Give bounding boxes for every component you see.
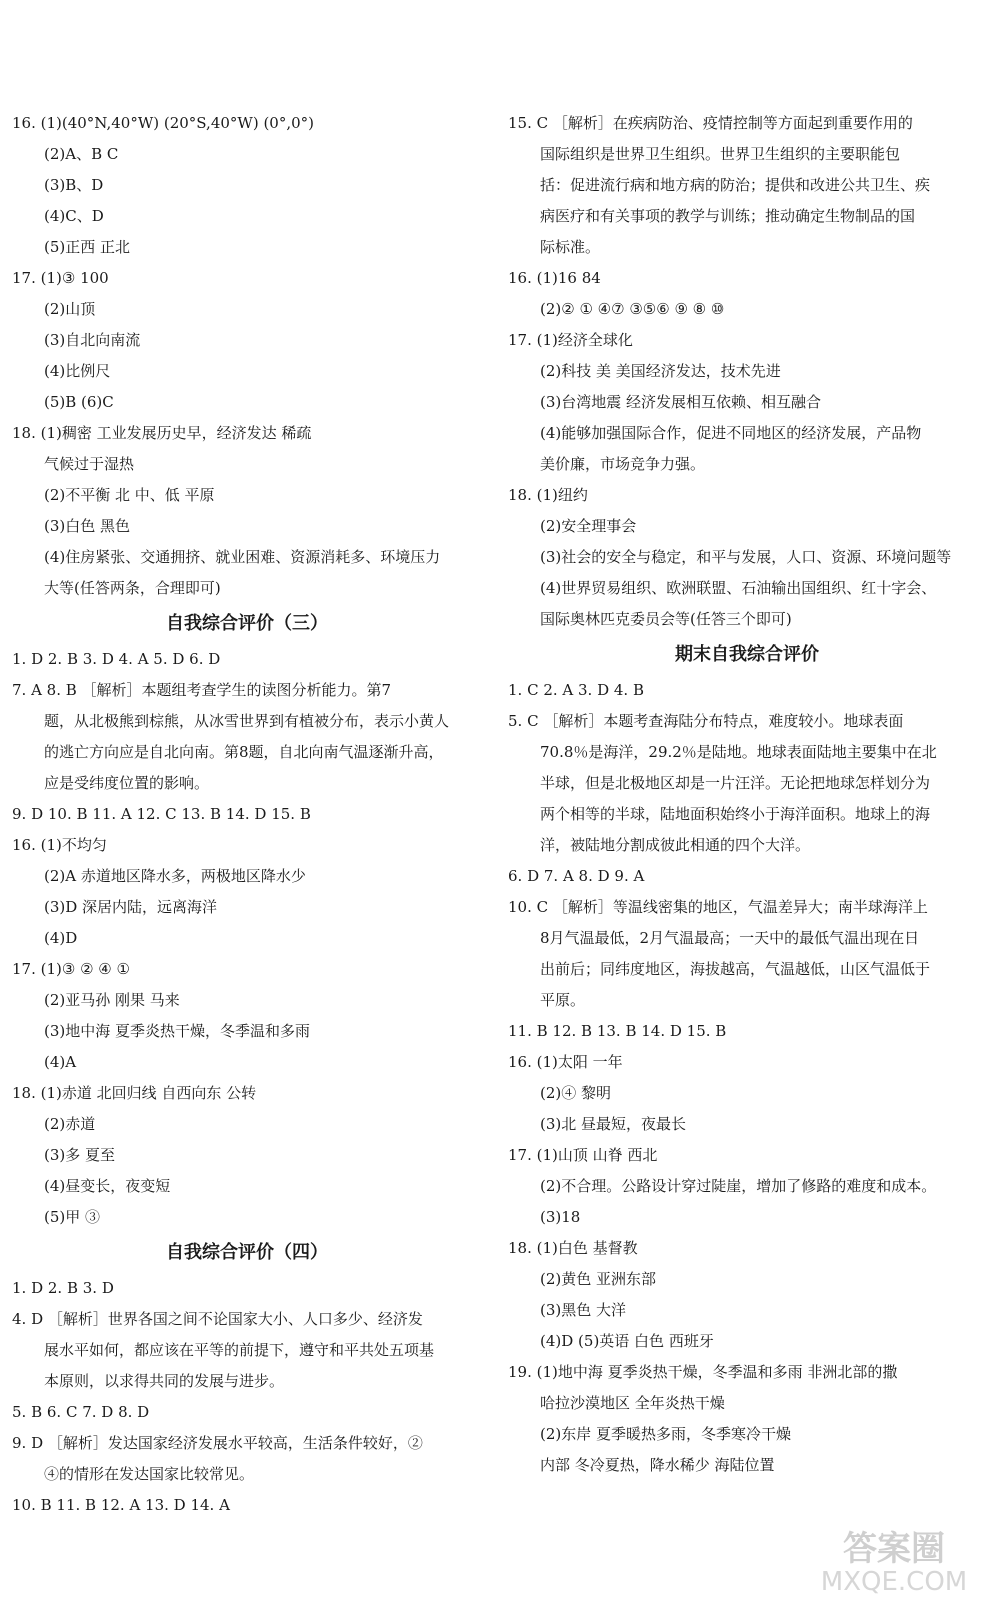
answer-line: (4)D (5)英语 白色 西班牙 — [540, 1332, 714, 1350]
answer-line: 哈拉沙漠地区 全年炎热干燥 — [540, 1394, 725, 1412]
right-answer-column — [508, 108, 986, 1481]
answer-line: (5)B (6)C — [44, 393, 114, 411]
answer-line: 5. C ［解析］本题考查海陆分布特点，难度较小。地球表面 — [508, 712, 904, 730]
answer-line: 18. (1)稠密 工业发展历史早，经济发达 稀疏 — [12, 424, 312, 442]
answer-line: 5. B 6. C 7. D 8. D — [12, 1403, 150, 1421]
answer-line: 10. C ［解析］等温线密集的地区，气温差异大；南半球海洋上 — [508, 898, 928, 916]
answer-line: (4)A — [44, 1053, 77, 1071]
answer-line: 9. D 10. B 11. A 12. C 13. B 14. D 15. B — [12, 805, 311, 823]
answer-line: 括：促进流行病和地方病的防治；提供和改进公共卫生、疾 — [540, 176, 931, 194]
answer-line: 1. D 2. B 3. D — [12, 1279, 114, 1297]
answer-line: (5)正西 正北 — [44, 238, 131, 256]
answer-line: 国际组织是世界卫生组织。世界卫生组织的主要职能包 — [540, 145, 901, 163]
watermark-url: MXQE.COM — [820, 1567, 968, 1596]
answer-line: 17. (1)③ 100 — [12, 269, 109, 287]
answer-line: (2)② ① ④⑦ ③⑤⑥ ⑨ ⑧ ⑩ — [540, 300, 725, 318]
answer-line: 际标准。 — [540, 238, 601, 256]
answer-line: 洋，被陆地分割成彼此相通的四个大洋。 — [540, 836, 811, 854]
answer-line: (2)东岸 夏季暖热多雨，冬季寒冷干燥 — [540, 1425, 792, 1443]
answer-line: (2)亚马孙 刚果 马来 — [44, 991, 180, 1009]
answer-line: 7. A 8. B ［解析］本题组考查学生的读图分析能力。第7 — [12, 681, 392, 699]
answer-line: 17. (1)③ ② ④ ① — [12, 960, 130, 978]
answer-line: 本原则，以求得共同的发展与进步。 — [44, 1372, 285, 1390]
answer-line: ④的情形在发达国家比较常见。 — [44, 1465, 255, 1483]
section-heading: 自我综合评价（三） — [166, 613, 328, 634]
answer-line: 16. (1)不均匀 — [12, 836, 107, 854]
answer-line: (3)多 夏至 — [44, 1146, 116, 1164]
answer-line: (4)昼变长，夜变短 — [44, 1177, 171, 1195]
answer-line: 17. (1)经济全球化 — [508, 331, 633, 349]
answer-line: 16. (1)(40°N,40°W) (20°S,40°W) (0°,0°) — [12, 114, 314, 132]
answer-line: 16. (1)16 84 — [508, 269, 601, 287]
answer-line: 应是受纬度位置的影响。 — [44, 774, 210, 792]
answer-line: 8月气温最低，2月气温最高；一天中的最低气温出现在日 — [540, 929, 920, 947]
watermark-graphic — [806, 1526, 982, 1596]
answer-line: 平原。 — [540, 991, 586, 1009]
section-heading: 期末自我综合评价 — [675, 644, 819, 665]
answer-line: (3)自北向南流 — [44, 331, 141, 349]
answer-line: (4)D — [44, 929, 78, 947]
answer-line: (4)比例尺 — [44, 362, 111, 380]
answer-line: (3)B、D — [44, 176, 104, 194]
answer-line: (2)科技 美 美国经济发达，技术先进 — [540, 362, 781, 380]
answer-line: (2)黄色 亚洲东部 — [540, 1270, 657, 1288]
answer-line: 的逃亡方向应是自北向南。第8题，自北向南气温逐渐升高， — [44, 743, 444, 761]
answer-line: (3)D 深居内陆，远离海洋 — [44, 898, 218, 916]
answer-line: 题，从北极熊到棕熊，从冰雪世界到有植被分布，表示小黄人 — [44, 712, 450, 730]
answer-line: (2)安全理事会 — [540, 517, 637, 535]
answer-line: 19. (1)地中海 夏季炎热干燥，冬季温和多雨 非洲北部的撒 — [508, 1363, 898, 1381]
answer-line: (4)能够加强国际合作，促进不同地区的经济发展，产品物 — [540, 424, 922, 442]
answer-line: 半球，但是北极地区却是一片汪洋。无论把地球怎样划分为 — [540, 774, 931, 792]
answer-line: (2)A、B C — [44, 145, 119, 163]
answer-line: 出前后；同纬度地区，海拔越高，气温越低，山区气温低于 — [540, 960, 931, 978]
answer-line: 18. (1)白色 基督教 — [508, 1239, 638, 1257]
answer-line: (3)白色 黑色 — [44, 517, 131, 535]
answer-line: 大等(任答两条，合理即可) — [44, 579, 221, 597]
watermark-logo — [806, 1526, 982, 1596]
answer-line: 4. D ［解析］世界各国之间不论国家大小、人口多少、经济发 — [12, 1310, 423, 1328]
answer-line: 美价廉，市场竞争力强。 — [540, 455, 706, 473]
answer-line: (4)C、D — [44, 207, 104, 225]
answer-line: (3)台湾地震 经济发展相互依赖、相互融合 — [540, 393, 822, 411]
answer-line: 18. (1)纽约 — [508, 486, 588, 504]
answer-line: 9. D ［解析］发达国家经济发展水平较高，生活条件较好，② — [12, 1434, 423, 1452]
answer-line: (4)住房紧张、交通拥挤、就业困难、资源消耗多、环境压力 — [44, 548, 441, 566]
answer-line: 气候过于湿热 — [44, 455, 135, 473]
answer-line: 两个相等的半球，陆地面积始终小于海洋面积。地球上的海 — [540, 805, 931, 823]
answer-line: (2)山顶 — [44, 300, 96, 318]
answer-line: (3)黑色 大洋 — [540, 1301, 627, 1319]
answer-line: 1. C 2. A 3. D 4. B — [508, 681, 644, 699]
answer-line: (3)社会的安全与稳定，和平与发展，人口、资源、环境问题等 — [540, 548, 952, 566]
answer-line: 6. D 7. A 8. D 9. A — [508, 867, 645, 885]
answer-line: 11. B 12. B 13. B 14. D 15. B — [508, 1022, 727, 1040]
answer-line: 病医疗和有关事项的教学与训练；推动确定生物制品的国 — [540, 207, 916, 225]
answer-line: (2)A 赤道地区降水多，两极地区降水少 — [44, 867, 306, 885]
answer-line: 国际奥林匹克委员会等(任答三个即可) — [540, 610, 792, 628]
answer-line: (3)地中海 夏季炎热干燥，冬季温和多雨 — [44, 1022, 311, 1040]
left-answer-column — [12, 108, 482, 1521]
watermark-text: 答案圈 — [843, 1529, 945, 1569]
answer-line: 1. D 2. B 3. D 4. A 5. D 6. D — [12, 650, 221, 668]
answer-line: (2)不合理。公路设计穿过陡崖，增加了修路的难度和成本。 — [540, 1177, 937, 1195]
answer-line: (4)世界贸易组织、欧洲联盟、石油输出国组织、红十字会、 — [540, 579, 937, 597]
answer-line: 展水平如何，都应该在平等的前提下，遵守和平共处五项基 — [44, 1341, 435, 1359]
answer-line: 16. (1)太阳 一年 — [508, 1053, 623, 1071]
answer-line: 10. B 11. B 12. A 13. D 14. A — [12, 1496, 230, 1514]
answer-line: (3)北 昼最短，夜最长 — [540, 1115, 687, 1133]
answer-line: (5)甲 ③ — [44, 1208, 101, 1226]
section-heading: 自我综合评价（四） — [166, 1242, 328, 1263]
answer-line: 70.8％是海洋，29.2％是陆地。地球表面陆地主要集中在北 — [540, 743, 937, 761]
answer-line: (3)18 — [540, 1208, 581, 1226]
answer-line: 内部 冬冷夏热，降水稀少 海陆位置 — [540, 1456, 775, 1474]
answer-line: (2)不平衡 北 中、低 平原 — [44, 486, 215, 504]
answer-line: 18. (1)赤道 北回归线 自西向东 公转 — [12, 1084, 257, 1102]
answer-line: 15. C ［解析］在疾病防治、疫情控制等方面起到重要作用的 — [508, 114, 913, 132]
answer-line: 17. (1)山顶 山脊 西北 — [508, 1146, 658, 1164]
answer-line: (2)赤道 — [44, 1115, 96, 1133]
answer-line: (2)④ 黎明 — [540, 1084, 612, 1102]
